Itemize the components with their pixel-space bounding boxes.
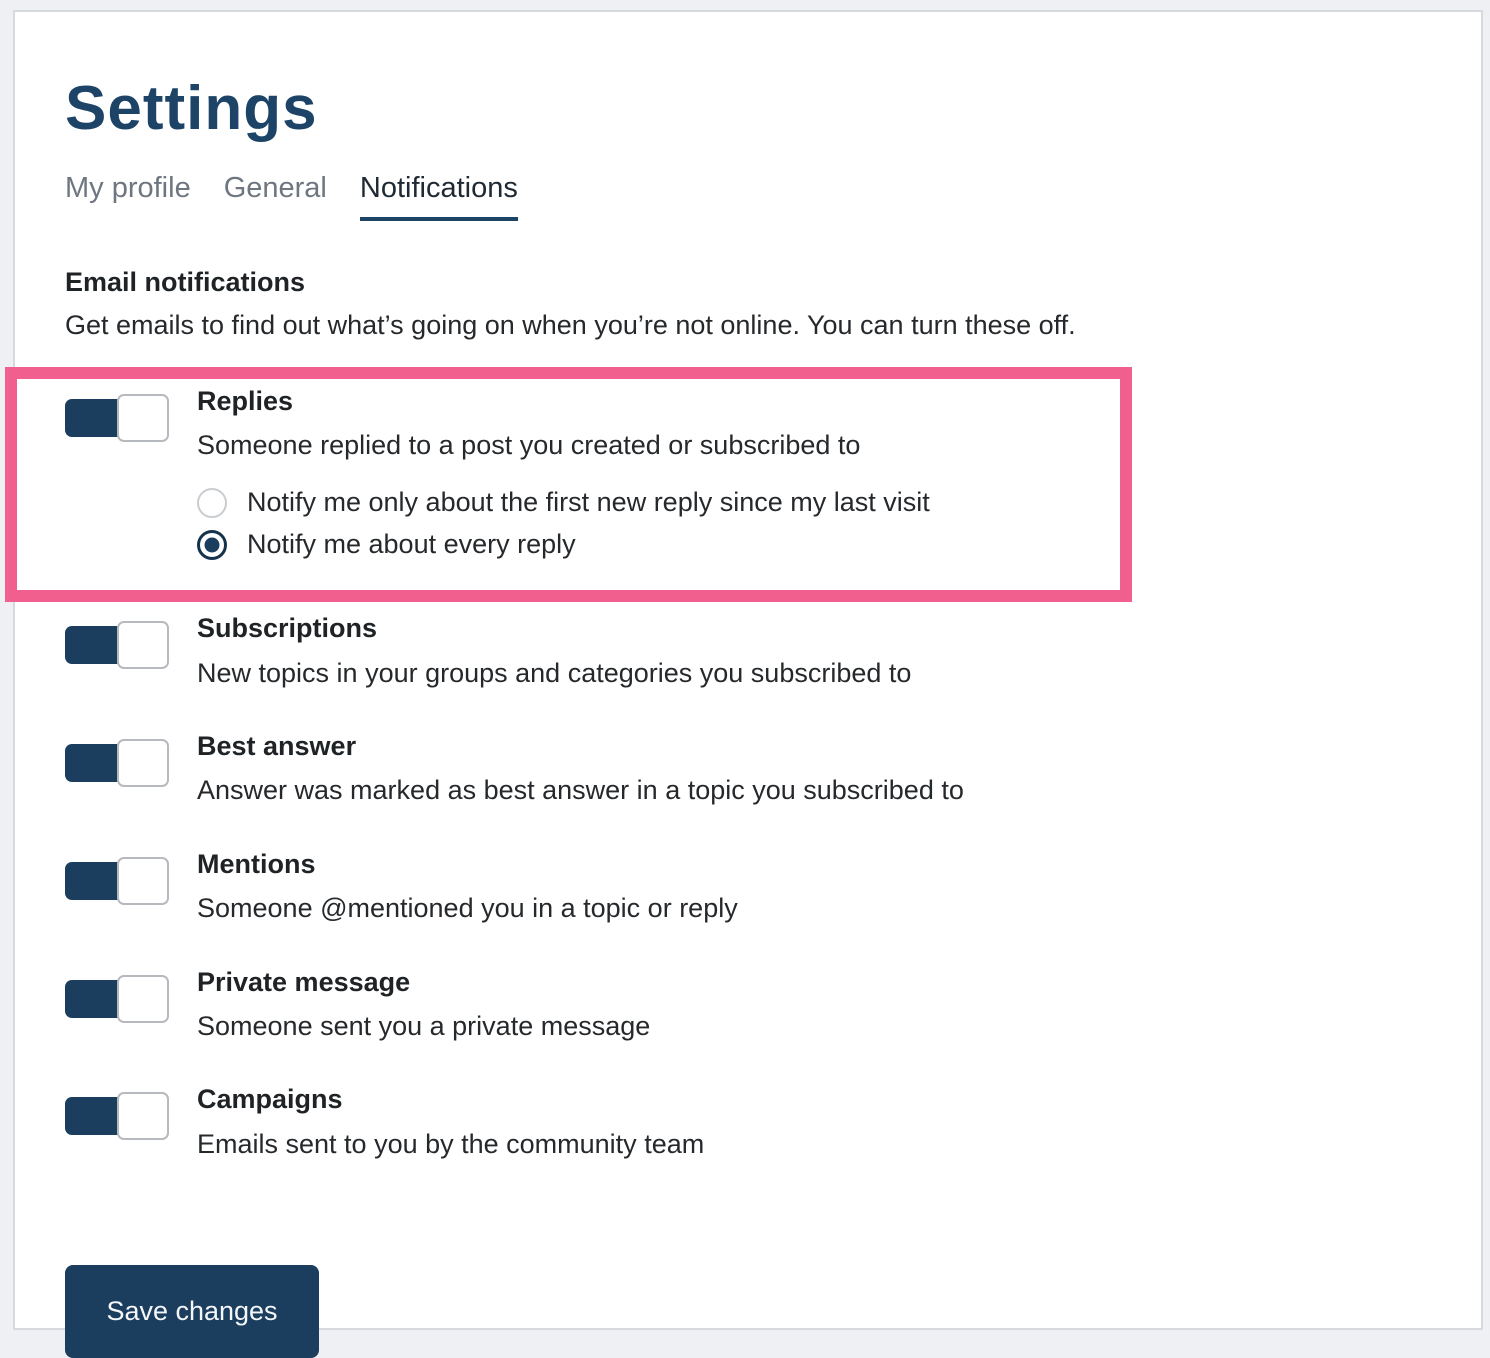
save-changes-button[interactable]: Save changes [65,1265,319,1358]
row-description: Emails sent to you by the community team [197,1128,705,1159]
toggle-knob[interactable] [117,1092,169,1140]
row-subscriptions [65,612,1431,689]
page-title: Settings [65,74,318,143]
email-notifications-description: Get emails to find out what’s going on when you’re not online. You can turn these off. [65,309,1076,340]
radio-unchecked-icon[interactable] [197,488,227,518]
row-text [197,385,930,572]
row-campaigns [65,1083,1431,1160]
toggle-knob[interactable] [117,975,169,1023]
row-best-answer [65,730,1431,807]
toggle-knob[interactable] [117,621,169,669]
tab-general[interactable]: General [223,171,327,204]
radio-label: Notify me about every reply [247,529,576,560]
campaigns-toggle[interactable] [65,1092,169,1140]
replies-radio-group [197,487,930,560]
tab-notifications[interactable]: Notifications [360,172,518,221]
row-description: Someone replied to a post you created or subscribed to [197,429,861,460]
row-title: Campaigns [197,1084,343,1115]
private-message-toggle[interactable] [65,975,169,1023]
toggle-knob[interactable] [117,857,169,905]
radio-checked-icon[interactable] [197,530,227,560]
settings-card [13,10,1483,1330]
row-title: Private message [197,966,411,997]
row-text [197,1083,704,1160]
row-description: Someone sent you a private message [197,1011,651,1042]
toggle-knob[interactable] [117,739,169,787]
mentions-toggle[interactable] [65,857,169,905]
row-description: New topics in your groups and categories you subscribed to [197,657,912,688]
tab-bar [65,172,1431,221]
replies-toggle[interactable] [65,394,169,442]
row-description: Someone @mentioned you in a topic or reply [197,893,738,924]
row-text [197,612,911,689]
radio-label: Notify me only about the first new reply since my last visit [247,487,930,518]
row-title: Replies [197,385,294,416]
email-notifications-heading: Email notifications [65,266,306,297]
row-text [197,966,650,1043]
subscriptions-toggle[interactable] [65,621,169,669]
notification-rows [65,385,1431,1161]
radio-option-every-reply[interactable] [197,529,930,560]
best-answer-toggle[interactable] [65,739,169,787]
row-mentions [65,848,1431,925]
radio-dot [205,537,220,552]
row-title: Subscriptions [197,613,378,644]
row-description: Answer was marked as best answer in a topic you subscribed to [197,775,964,806]
row-text [197,848,738,925]
row-private-message [65,966,1431,1043]
row-replies [65,385,1431,572]
row-text [197,730,964,807]
toggle-knob[interactable] [117,394,169,442]
tab-my-profile[interactable]: My profile [65,171,191,204]
row-title: Mentions [197,848,316,879]
row-title: Best answer [197,731,357,762]
radio-option-first-reply[interactable] [197,487,930,518]
